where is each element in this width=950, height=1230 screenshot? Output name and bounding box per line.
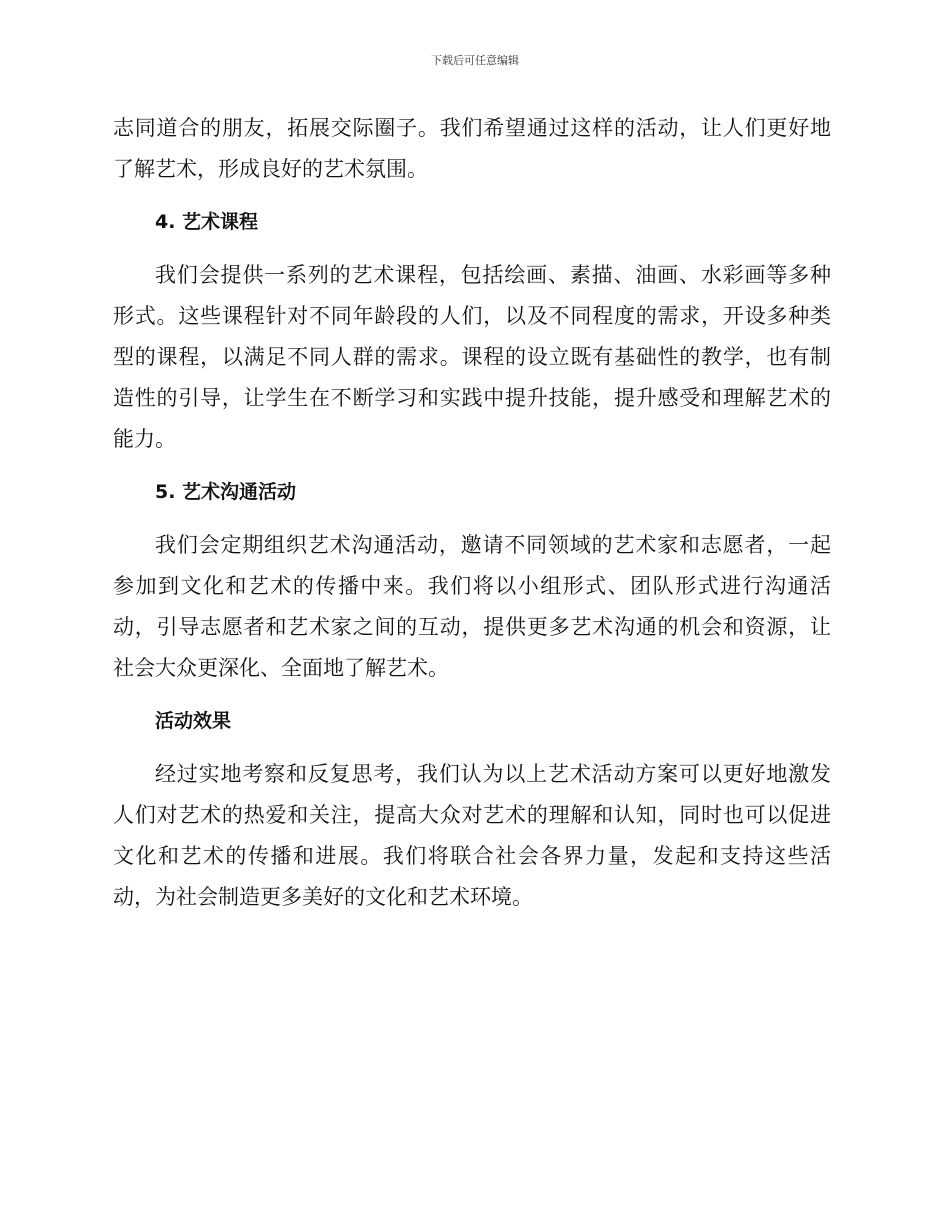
text-line: 我们会提供一系列的艺术课程，包括绘画、素描、油画、水彩画等多种 [155, 263, 831, 287]
text-line: 形式。这些课程针对不同年龄段的人们，以及不同程度的需求，开设多种类 [113, 304, 831, 328]
section-heading-art-courses: 4. 艺术课程 [155, 211, 259, 233]
text-line: 文化和艺术的传播和进展。我们将联合社会各界力量，发起和支持这些活 [113, 844, 831, 868]
text-line: 志同道合的朋友，拓展交际圈子。我们希望通过这样的活动，让人们更好地 [113, 116, 831, 140]
text-line: 能力。 [113, 427, 176, 451]
document-body [113, 108, 831, 918]
text-line: 人们对艺术的热爱和关注，提高大众对艺术的理解和认知，同时也可以促进 [113, 803, 831, 827]
paragraph-activity-effect [113, 754, 831, 918]
text-line: 动，为社会制造更多美好的文化和艺术环境。 [113, 885, 533, 909]
paragraph-art-communication [113, 525, 831, 689]
text-line: 经过实地考察和反复思考，我们认为以上艺术活动方案可以更好地激发 [155, 762, 831, 786]
paragraph-art-courses [113, 255, 831, 460]
text-line: 了解艺术，形成良好的艺术氛围。 [113, 157, 428, 181]
text-line: 型的课程，以满足不同人群的需求。课程的设立既有基础性的教学，也有制 [113, 345, 831, 369]
section-heading-art-communication: 5. 艺术沟通活动 [155, 481, 297, 503]
text-line: 动，引导志愿者和艺术家之间的互动，提供更多艺术沟通的机会和资源，让 [113, 615, 831, 639]
paragraph-intro-continuation [113, 108, 831, 190]
text-line: 社会大众更深化、全面地了解艺术。 [113, 656, 449, 680]
text-line: 参加到文化和艺术的传播中来。我们将以小组形式、团队形式进行沟通活 [113, 574, 831, 598]
page-header: 下载后可任意编辑 [431, 54, 519, 67]
section-heading-activity-effect: 活动效果 [155, 710, 232, 732]
text-line: 我们会定期组织艺术沟通活动，邀请不同领域的艺术家和志愿者，一起 [155, 533, 831, 557]
text-line: 造性的引导，让学生在不断学习和实践中提升技能，提升感受和理解艺术的 [113, 386, 831, 410]
